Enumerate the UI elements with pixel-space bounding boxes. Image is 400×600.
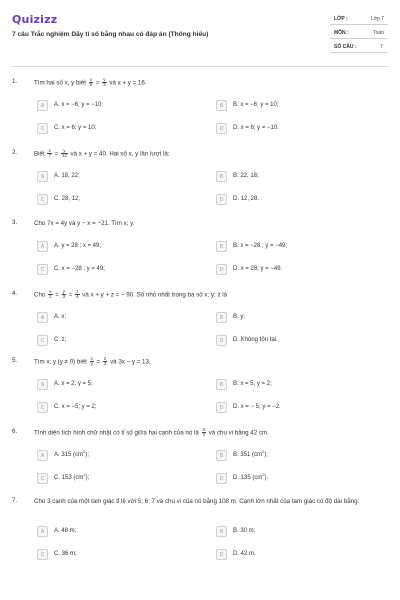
fraction-numerator: 3 bbox=[202, 427, 205, 432]
option-text: B. y; bbox=[233, 314, 246, 320]
answer-option-b[interactable] bbox=[216, 241, 384, 253]
question-text bbox=[34, 149, 384, 159]
meta-value: 7 bbox=[380, 44, 383, 50]
option-letter-box[interactable]: D bbox=[216, 549, 227, 560]
page-title: 7 câu Trắc nghiệm Dãy tỉ số bằng nhau có đáp án (Thông hiểu) bbox=[12, 31, 209, 38]
option-letter-box[interactable]: C bbox=[37, 549, 48, 560]
answer-option-c[interactable] bbox=[37, 473, 205, 485]
meta-key: SỐ CÂU : bbox=[334, 44, 357, 50]
fraction-denominator: 7 bbox=[48, 153, 51, 159]
option-letter-box[interactable]: B bbox=[216, 379, 227, 390]
meta-row-subject bbox=[330, 25, 388, 39]
question-4 bbox=[12, 290, 388, 350]
question-text bbox=[34, 290, 384, 300]
option-text: C. x = −5; y = 2; bbox=[54, 404, 97, 410]
answer-option-c[interactable] bbox=[37, 194, 205, 206]
fraction-numerator: 2 bbox=[103, 356, 107, 361]
question-text bbox=[34, 219, 384, 229]
answer-option-a[interactable] bbox=[37, 379, 205, 391]
option-text: B. 351 $(cm^2)$; bbox=[233, 449, 268, 458]
fraction-numerator: y bbox=[62, 289, 65, 294]
option-text: B. x = −28 ; y = −49; bbox=[233, 243, 288, 249]
option-text: C. 28, 12; bbox=[54, 196, 81, 202]
question-text-part: Cho 3 cạnh của một tam giác tỉ lệ với 5; 6; 7 và chu vi của nó bằng 108 m. Cạnh lớn nhất của tam giác có độ dài bằng: bbox=[34, 498, 360, 505]
option-letter-box[interactable]: D bbox=[216, 194, 227, 205]
option-text: D. 42 m. bbox=[233, 551, 256, 557]
fraction-denominator: 3 bbox=[103, 361, 107, 367]
question-number: 1. bbox=[12, 78, 18, 85]
answer-option-b[interactable] bbox=[216, 171, 384, 183]
option-text: D. Không tồn tại. bbox=[233, 337, 278, 343]
option-letter-box[interactable]: A bbox=[37, 379, 48, 390]
meta-info-box bbox=[330, 11, 388, 53]
question-text-part: Cho bbox=[34, 291, 48, 299]
answer-option-a[interactable] bbox=[37, 526, 205, 538]
question-text-part: Cho 7x = 4y và y − x = −21. Tìm x; y. bbox=[34, 220, 135, 227]
option-letter-box[interactable]: C bbox=[37, 194, 48, 205]
fraction-denominator: 4 bbox=[202, 432, 205, 438]
fraction-denominator: 3 bbox=[62, 294, 66, 300]
option-letter-box[interactable]: D bbox=[216, 264, 227, 275]
option-letter-box[interactable]: A bbox=[37, 241, 48, 252]
fraction-numerator: z bbox=[76, 289, 79, 294]
answer-option-d[interactable] bbox=[216, 264, 384, 276]
fraction-numerator: x bbox=[48, 148, 51, 153]
answer-option-d[interactable] bbox=[216, 194, 384, 206]
option-letter-box[interactable]: B bbox=[216, 526, 227, 537]
fraction bbox=[61, 149, 68, 159]
answer-option-b[interactable] bbox=[216, 100, 384, 112]
option-letter-box[interactable]: D bbox=[216, 335, 227, 346]
option-text: A. x; bbox=[54, 314, 67, 320]
answer-option-c[interactable] bbox=[37, 335, 205, 347]
question-text bbox=[34, 357, 384, 367]
fraction-numerator: x bbox=[89, 77, 92, 82]
question-text-part: và x + y + z = − 90. Số nhỏ nhất trong ba số x; y; z là bbox=[80, 291, 228, 299]
superscript: 2 bbox=[83, 449, 86, 454]
question-text-part: = bbox=[53, 291, 61, 299]
question-5 bbox=[12, 357, 388, 417]
meta-key: LỚP : bbox=[334, 16, 348, 22]
question-number: 3. bbox=[12, 219, 18, 226]
option-letter-box[interactable]: B bbox=[216, 100, 227, 111]
quizizz-logo: Quizizz bbox=[12, 13, 58, 26]
document-header bbox=[12, 11, 388, 61]
question-text bbox=[34, 497, 384, 507]
fraction bbox=[62, 290, 66, 300]
answer-option-a[interactable] bbox=[37, 312, 205, 324]
option-letter-box[interactable]: A bbox=[37, 100, 48, 111]
option-text: D. 12, 28. bbox=[233, 196, 260, 202]
superscript: 2 bbox=[262, 449, 265, 454]
question-text bbox=[34, 428, 384, 438]
fraction bbox=[89, 78, 93, 88]
option-letter-box[interactable]: D bbox=[216, 402, 227, 413]
option-letter-box[interactable]: A bbox=[37, 312, 48, 323]
question-text-part: và x + y = 16. bbox=[107, 79, 147, 87]
question-number: 2. bbox=[12, 149, 18, 156]
question-3 bbox=[12, 219, 388, 279]
fraction bbox=[48, 290, 52, 300]
fraction-denominator: y bbox=[90, 361, 93, 367]
fraction bbox=[90, 357, 94, 367]
meta-row-count bbox=[330, 39, 388, 53]
answer-option-b[interactable] bbox=[216, 379, 384, 391]
superscript: 2 bbox=[262, 472, 265, 477]
fraction-denominator: 13 bbox=[61, 153, 67, 159]
option-letter-box[interactable]: C bbox=[37, 264, 48, 275]
answer-option-c[interactable] bbox=[37, 402, 205, 414]
question-text-part: Tìm hai số x, y biết bbox=[34, 79, 88, 87]
fraction-numerator: x bbox=[49, 289, 52, 294]
option-text: B. 30 m; bbox=[233, 528, 256, 534]
fraction-numerator: y bbox=[103, 77, 106, 82]
option-letter-box[interactable]: A bbox=[37, 171, 48, 182]
option-text: C. 153 $(cm^2)$; bbox=[54, 472, 90, 481]
question-7 bbox=[12, 497, 388, 557]
question-number: 6. bbox=[12, 428, 18, 435]
question-text-part: = bbox=[94, 358, 102, 366]
option-text: A. x = 2; y = 5; bbox=[54, 381, 93, 387]
option-text: D. x = 6; y = −10. bbox=[233, 125, 279, 131]
option-text: C. z; bbox=[54, 337, 67, 343]
question-text-part: = bbox=[52, 150, 60, 158]
question-text-part: và chu vi bằng 42 cm. bbox=[206, 429, 269, 437]
option-text: B. x = 5; y = 2; bbox=[233, 381, 272, 387]
fraction-denominator: 2 bbox=[49, 294, 52, 300]
header-divider bbox=[12, 66, 388, 67]
question-text-part: và 3x − y = 13. bbox=[108, 358, 151, 366]
question-6 bbox=[12, 428, 388, 488]
answer-option-d[interactable] bbox=[216, 402, 384, 414]
option-letter-box[interactable]: D bbox=[216, 473, 227, 484]
answer-option-a[interactable] bbox=[37, 100, 205, 112]
answer-option-a[interactable] bbox=[37, 241, 205, 253]
option-letter-box[interactable]: B bbox=[216, 171, 227, 182]
question-number: 7. bbox=[12, 497, 18, 504]
fraction bbox=[102, 78, 106, 88]
question-text-part: và x + y = 40. Hai số x, y lần lượt là: bbox=[68, 150, 170, 158]
option-letter-box[interactable]: B bbox=[216, 241, 227, 252]
option-letter-box[interactable]: B bbox=[216, 312, 227, 323]
answer-option-d[interactable] bbox=[216, 549, 384, 561]
question-text-part: Biết bbox=[34, 150, 47, 158]
superscript: 2 bbox=[83, 472, 86, 477]
option-text: A. 315 $(cm^2)$; bbox=[54, 449, 89, 458]
meta-key: MÔN : bbox=[334, 30, 349, 36]
option-letter-box[interactable]: C bbox=[37, 123, 48, 134]
option-letter-box[interactable]: D bbox=[216, 123, 227, 134]
answer-option-b[interactable] bbox=[216, 312, 384, 324]
option-text: D. x = − 5; y = −2. bbox=[233, 404, 281, 410]
option-text: D. x = 28; y = −49. bbox=[233, 266, 283, 272]
option-text: C. x = −28 ; y = 49; bbox=[54, 266, 105, 272]
answer-option-b[interactable] bbox=[216, 526, 384, 538]
question-text-part: Tìm x; y (y ≠ 0) biết bbox=[34, 358, 89, 366]
option-letter-box[interactable]: A bbox=[37, 526, 48, 537]
answer-option-b[interactable] bbox=[216, 450, 384, 462]
option-letter-box[interactable]: C bbox=[37, 473, 48, 484]
option-letter-box[interactable]: B bbox=[216, 450, 227, 461]
answer-option-c[interactable] bbox=[37, 264, 205, 276]
option-text: B. 22, 18; bbox=[233, 173, 259, 179]
option-text: D. 135 $(cm^2)$. bbox=[233, 472, 269, 481]
fraction-denominator: 3 bbox=[103, 82, 106, 88]
answer-option-a[interactable] bbox=[37, 450, 205, 462]
option-letter-box[interactable]: A bbox=[37, 450, 48, 461]
answer-option-c[interactable] bbox=[37, 123, 205, 135]
option-text: A. x = −6; y = −10; bbox=[54, 102, 104, 108]
option-letter-box[interactable]: C bbox=[37, 335, 48, 346]
question-number: 5. bbox=[12, 357, 18, 364]
option-text: A. y = 28 ; x = 49; bbox=[54, 243, 102, 249]
answer-option-c[interactable] bbox=[37, 549, 205, 561]
question-1 bbox=[12, 78, 388, 138]
question-text-part: = bbox=[94, 79, 102, 87]
meta-value: Lớp 7 bbox=[370, 16, 384, 22]
question-text bbox=[34, 78, 384, 88]
option-text: A. 18, 22; bbox=[54, 173, 80, 179]
question-number: 4. bbox=[12, 290, 18, 297]
answer-option-a[interactable] bbox=[37, 171, 205, 183]
fraction bbox=[47, 149, 51, 159]
question-2 bbox=[12, 149, 388, 209]
meta-value: Toán bbox=[373, 30, 384, 36]
option-text: C. 36 m; bbox=[54, 551, 77, 557]
fraction bbox=[103, 357, 107, 367]
answer-option-d[interactable] bbox=[216, 335, 384, 347]
fraction-denominator: 5 bbox=[89, 82, 93, 88]
option-text: B. x = −6; y = 10; bbox=[233, 102, 279, 108]
fraction-numerator: x bbox=[90, 356, 93, 361]
option-text: C. x = 6; y = 10; bbox=[54, 125, 97, 131]
fraction-denominator: 4 bbox=[76, 294, 79, 300]
meta-row-grade bbox=[330, 11, 388, 25]
option-letter-box[interactable]: C bbox=[37, 402, 48, 413]
answer-option-d[interactable] bbox=[216, 123, 384, 135]
fraction bbox=[202, 428, 206, 438]
answer-option-d[interactable] bbox=[216, 473, 384, 485]
question-text-part: = bbox=[67, 291, 75, 299]
fraction-numerator: y bbox=[61, 149, 68, 154]
option-text: A. 48 m; bbox=[54, 528, 77, 534]
question-text-part: Tính diện tích hình chữ nhật có tỉ số giữa hai cạnh của nó là bbox=[34, 429, 201, 437]
fraction bbox=[75, 290, 79, 300]
